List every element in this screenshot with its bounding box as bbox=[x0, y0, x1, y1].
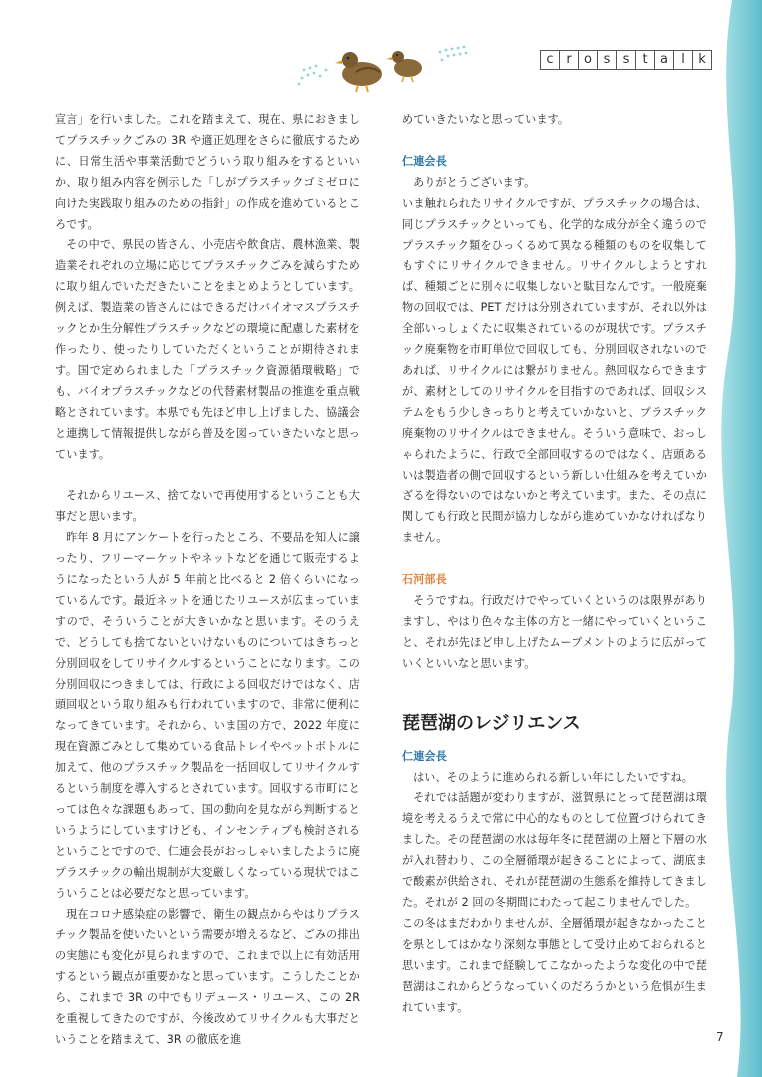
crosstalk-letter: o bbox=[578, 50, 598, 70]
decorative-wave-band bbox=[702, 0, 762, 1077]
speaker-name: 仁連会長 bbox=[402, 154, 447, 168]
paragraph: はい、そのように進められる新しい年にしたいですね。 bbox=[413, 770, 693, 784]
paragraph: その中で、県民の皆さん、小売店や飲食店、農林漁業、製造業それぞれの立場に応じてプラスチックごみを減らすために取り組んでいただきたいことをまとめようとしています。例えば、製造業の皆さんにはできるだけバイオマスプラスチックとか生分解性プラスチックなどの環境に配慮した素材を作ったり、使ったりしていただくということが期待されます。国で定められました「プラスチック資源循環戦略」でも、バイオプラスチックなどの代替素材製品の推進を重点戦略とされています。本県でも先ほど申し上げました、協議会と連携して情報提供しながら普及を図っていきたいなと思っています。 bbox=[55, 238, 360, 461]
crosstalk-letter: s bbox=[597, 50, 617, 70]
duck-large-icon bbox=[335, 52, 382, 92]
paragraph: ありがとうございます。 bbox=[413, 175, 536, 189]
right-column bbox=[402, 110, 707, 1018]
crosstalk-letter: k bbox=[692, 50, 712, 70]
page-number: 7 bbox=[716, 1030, 724, 1044]
paragraph: 宣言」を行いました。これを踏まえて、現在、県におきましてプラスチックごみの 3R や適正処理をさらに徹底するために、日常生活や事業活動でどういう取り組みをするといいか、取り組み内容を例示した「しがプラスチックゴミゼロに向けた実践取り組みのための指針」の作成を進めているところです。 bbox=[55, 113, 360, 231]
crosstalk-letter: l bbox=[673, 50, 693, 70]
paragraph: いま触れられたリサイクルですが、プラスチックの場合は、同じプラスチックといっても、化学的な成分が全く違うのでプラスチック類をひっくるめて異なる種類のものを収集してもすぐにリサイクルできません。リサイクルしようとすれば、種類ごとに別々に収集しないと駄目なんです。一般廃棄物の回収では、PET だけは分別されていますが、それ以外は全部いっしょくたに収集されているのが現状です。プラスチック廃棄物を市町単位で回収しても、分別回収されないのであれば、リサイクルには繋がりません。熱回収ならできますが、素材としてのリサイクルを目指すのであれば、回収システムをもう少しきっちりと考えていかないと、プラスチック廃棄物のリサイクルはできません。そういう意味で、おっしゃられたように、行政で全部回収するのではなく、店頭あるいは製造者の側で回収するという新しい仕組みを考えていかざるを得ないのではないかと考えています。また、その点に関しても行政と民間が協力しながら進めていかなければなりません。 bbox=[402, 196, 707, 545]
spacer bbox=[402, 675, 707, 711]
duck-small-icon bbox=[386, 51, 422, 82]
crosstalk-letter: r bbox=[559, 50, 579, 70]
speaker-name: 仁連会長 bbox=[402, 749, 447, 763]
paragraph: 現在コロナ感染症の影響で、衛生の観点からやはりプラスチック製品を使いたいという需要が増えるなど、ごみの排出の実態にも変化が見られますので、これまで以上に有効活用するという観点が重要かなと思っています。こうしたことから、これまで 3R の中でもリデュース・リユース、この 2R を重視してきたのですが、今後改めてリサイクルも大事だということを踏まえて、3R の徹底を進 bbox=[55, 907, 360, 1046]
left-column bbox=[55, 110, 360, 1051]
paragraph: めていきたいなと思っています。 bbox=[402, 113, 570, 126]
ducks-illustration bbox=[290, 40, 480, 100]
page-header bbox=[0, 0, 762, 100]
paragraph: そうですね。行政だけでやっていくというのは限界がありますし、やはり色々な主体の方と一緒にやっていくということ、それが先ほど申し上げたムーブメントのように広がっていくといいなと思います。 bbox=[402, 594, 707, 670]
crosstalk-letter: t bbox=[635, 50, 655, 70]
speaker-name: 石河部長 bbox=[402, 573, 447, 587]
spacer bbox=[55, 465, 360, 486]
section-title: 琵琶湖のレジリエンス bbox=[402, 712, 581, 734]
crosstalk-letter: c bbox=[540, 50, 560, 70]
spacer bbox=[402, 131, 707, 152]
crosstalk-label bbox=[541, 50, 712, 70]
spacer bbox=[402, 737, 707, 747]
paragraph: この冬はまだわかりませんが、全層循環が起きなかったことを県としてはかなり深刻な事態として受け止めておられると思います。これまで経験してこなかったような変化の中で琵琶湖はこれからどうなっていくのだろうかという危惧が生まれています。 bbox=[402, 916, 707, 1014]
crosstalk-letter: a bbox=[654, 50, 674, 70]
spacer bbox=[402, 549, 707, 570]
crosstalk-letter: s bbox=[616, 50, 636, 70]
paragraph: それからリユース、捨てないで再使用するということも大事だと思います。 bbox=[55, 489, 360, 524]
paragraph: 昨年 8 月にアンケートを行ったところ、不要品を知人に譲ったり、フリーマーケットやネットなどを通じて販売するようになったという人が 5 年前と比べると 2 倍くらいになっているんです。最近ネットを通じたリユースが広まっていますので、そういうことが大きいかなと思います。そのうえで、どうしても捨てないといけないものについてはきちっと分別回収をしてリサイクルするということになります。この分別回収につきましては、行政による回収だけではなく、店頭回収という取り組みも行われていますので、非常に便利になってきています。それから、いま国の方で、2022 年度に現在資源ごみとして集めている食品トレイやペットボトルに加えて、他のプラスチック製品を一括回収してリサイクルするという制度を導入するとされています。回収する市町にとっては色々な課題もあって、国の動向を見ながら判断するというようにしていますけども、インセンティブも検討されるということですので、仁連会長がおっしゃいましたように廃プラスチックの輸出規制が大変厳しくなっている現状ではこういうことは必要だなと思っています。 bbox=[55, 531, 360, 900]
paragraph: それでは話題が変わりますが、滋賀県にとって琵琶湖は環境を考えるうえで常に中心的なものとして位置づけられてきました。その琵琶湖の水は毎年冬に琵琶湖の上層と下層の水が入れ替わり、この全層循環が起きることによって、湖底まで酸素が供給され、それが琵琶湖の生態系を維持してきました。それが 2 回の冬期間にわたって起こりませんでした。 bbox=[402, 791, 707, 909]
